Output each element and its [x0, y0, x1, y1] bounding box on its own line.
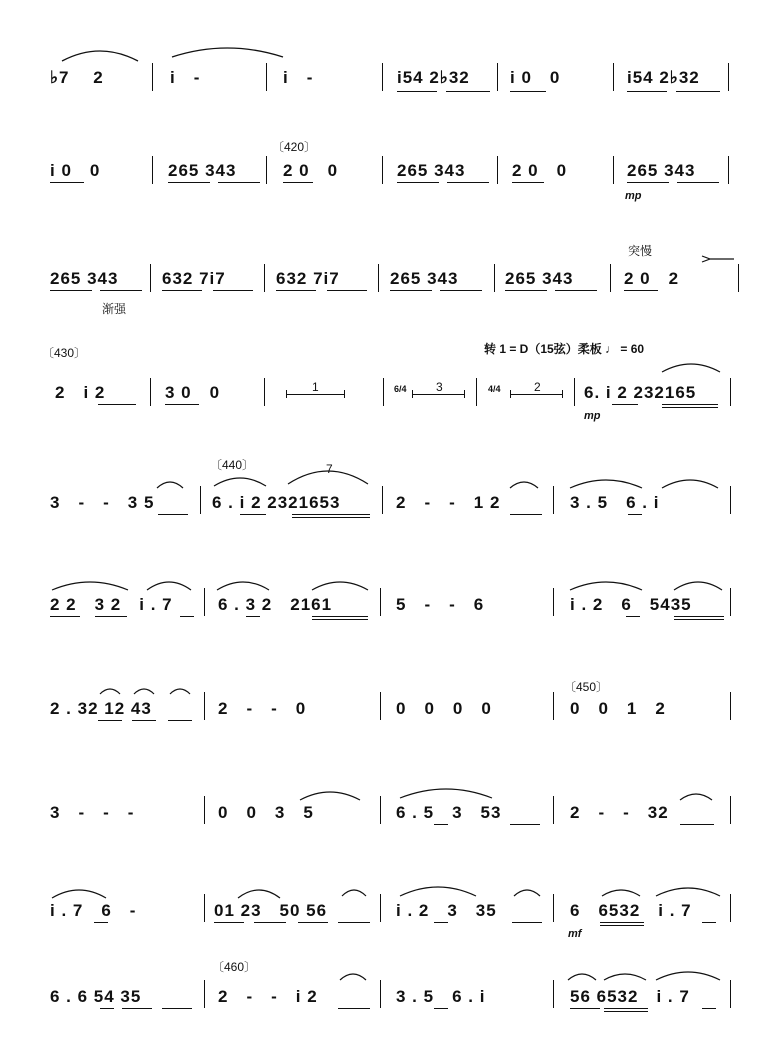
barline — [204, 796, 205, 824]
underline — [298, 922, 328, 923]
underline — [600, 922, 644, 923]
barline — [204, 692, 205, 720]
slur — [600, 886, 642, 898]
rest-count: 2 — [534, 380, 541, 394]
underline — [98, 720, 122, 721]
slur — [568, 476, 644, 490]
underline — [122, 1008, 152, 1009]
measure: 6 . 6 54 35 — [50, 987, 142, 1006]
underline — [50, 616, 80, 617]
barline — [150, 378, 151, 406]
measure: i 0 0 — [510, 68, 561, 87]
measure: 265 343 — [50, 269, 119, 288]
underline — [276, 290, 316, 291]
underline — [512, 182, 544, 183]
rehearsal-mark: 〔420〕 — [272, 140, 317, 154]
slur — [60, 47, 140, 63]
measure: 2 - - 1 2 — [396, 493, 501, 512]
staff-row-1 — [0, 45, 772, 105]
measure: ♭7 2 — [50, 68, 104, 87]
slur — [132, 686, 156, 696]
underline — [702, 922, 716, 923]
measure: i - — [170, 68, 201, 87]
slur — [512, 886, 542, 898]
barline — [497, 156, 498, 184]
underline — [98, 404, 136, 405]
barline — [553, 796, 554, 824]
measure: 6 . 3 2 2161 — [218, 595, 333, 614]
slur — [660, 476, 720, 490]
underline — [680, 824, 714, 825]
rest-end — [510, 390, 511, 398]
slur — [568, 578, 644, 592]
barline — [380, 796, 381, 824]
underline — [626, 616, 640, 617]
barline — [738, 264, 739, 292]
measure: i . 2 6 5435 — [570, 595, 692, 614]
measure: 5 - - 6 — [396, 595, 485, 614]
accent-hairpin — [700, 254, 736, 264]
barline — [204, 894, 205, 922]
underline — [312, 619, 368, 620]
rest-end — [344, 390, 345, 398]
barline — [730, 894, 731, 922]
measure: 0 0 3 5 — [218, 803, 314, 822]
slur — [654, 884, 722, 898]
measure: 3 - - - — [50, 803, 135, 822]
underline — [292, 517, 370, 518]
rest-end — [562, 390, 563, 398]
measure: 632 7i7 — [276, 269, 340, 288]
barline — [553, 588, 554, 616]
barline — [613, 63, 614, 91]
expression-text: 渐强 — [102, 302, 127, 316]
staff-row-7 — [0, 660, 772, 720]
dynamic-marking: mp — [584, 410, 601, 422]
barline — [730, 378, 731, 406]
barline — [152, 156, 153, 184]
underline — [447, 182, 489, 183]
measure: 0 0 0 0 — [396, 699, 492, 718]
slur — [310, 578, 370, 592]
underline — [338, 1008, 370, 1009]
barline — [730, 692, 731, 720]
barline — [266, 63, 267, 91]
slur — [660, 360, 722, 374]
underline — [702, 1008, 716, 1009]
time-signature: 6/4 — [394, 384, 407, 394]
barline — [378, 264, 379, 292]
slur — [50, 578, 130, 592]
barline — [728, 63, 729, 91]
barline — [382, 486, 383, 514]
measure: 265 343 — [627, 161, 696, 180]
barline — [383, 378, 384, 406]
underline — [94, 922, 108, 923]
barline — [610, 264, 611, 292]
underline — [662, 404, 718, 405]
underline — [674, 616, 724, 617]
underline — [604, 1008, 648, 1009]
barline — [152, 63, 153, 91]
barline — [382, 156, 383, 184]
underline — [555, 290, 597, 291]
underline — [676, 91, 720, 92]
barline — [730, 486, 731, 514]
measure: 2 - - 32 — [570, 803, 669, 822]
barline — [476, 378, 477, 406]
slur — [508, 478, 540, 490]
underline — [214, 922, 244, 923]
rehearsal-mark: 〔450〕 — [564, 680, 609, 694]
underline — [283, 182, 313, 183]
barline — [613, 156, 614, 184]
barline — [494, 264, 495, 292]
barline — [380, 588, 381, 616]
barline — [553, 894, 554, 922]
underline — [612, 404, 638, 405]
barline — [730, 796, 731, 824]
measure: 6 . i 2 2321653 — [212, 493, 341, 512]
multi-measure-rest — [510, 394, 562, 395]
underline — [312, 616, 368, 617]
underline — [434, 824, 448, 825]
barline — [553, 692, 554, 720]
rehearsal-mark: 〔460〕 — [212, 960, 257, 974]
time-signature: 4/4 — [488, 384, 501, 394]
underline — [397, 182, 439, 183]
slur — [340, 886, 368, 898]
rest-end — [412, 390, 413, 398]
underline — [218, 182, 260, 183]
measure: 2 - - 0 — [218, 699, 307, 718]
slur — [170, 45, 285, 59]
measure: 265 343 — [505, 269, 574, 288]
underline — [512, 922, 542, 923]
measure: 6 . 5 3 53 — [396, 803, 502, 822]
tuplet-number: 7 — [326, 462, 333, 476]
underline — [168, 182, 210, 183]
rest-end — [464, 390, 465, 398]
slur — [236, 886, 282, 900]
rehearsal-mark: 〔440〕 — [210, 458, 255, 472]
slur — [398, 784, 494, 800]
underline — [662, 407, 718, 408]
slur — [566, 970, 598, 982]
slur — [50, 886, 108, 900]
underline — [168, 720, 192, 721]
slur — [654, 968, 722, 982]
underline — [600, 925, 644, 926]
slur — [678, 790, 714, 802]
underline — [440, 290, 482, 291]
measure: 2 0 0 — [512, 161, 568, 180]
barline — [553, 980, 554, 1008]
measure: 01 23 50 56 — [214, 901, 328, 920]
rest-count: 1 — [312, 380, 319, 394]
measure: i - — [283, 68, 314, 87]
underline — [510, 824, 540, 825]
underline — [246, 616, 260, 617]
measure: 2 0 0 — [283, 161, 339, 180]
underline — [162, 1008, 192, 1009]
staff-row-4 — [0, 342, 772, 422]
measure: 632 7i7 — [162, 269, 226, 288]
underline — [132, 720, 156, 721]
measure: 3 0 0 — [165, 383, 221, 402]
barline — [264, 378, 265, 406]
underline — [327, 290, 367, 291]
barline — [380, 692, 381, 720]
rest-end — [286, 390, 287, 398]
dynamic-marking: mp — [625, 190, 642, 202]
staff-row-10 — [0, 956, 772, 1016]
slur — [98, 686, 122, 696]
slur — [338, 970, 368, 982]
slur — [168, 686, 192, 696]
barline — [382, 63, 383, 91]
underline — [397, 91, 437, 92]
barline — [380, 980, 381, 1008]
slur — [215, 578, 271, 592]
underline — [446, 91, 490, 92]
dynamic-marking: mf — [568, 928, 582, 940]
underline — [50, 182, 84, 183]
staff-row-8 — [0, 770, 772, 830]
underline — [624, 290, 658, 291]
measure: i54 2♭32 — [627, 68, 700, 87]
underline — [604, 1011, 648, 1012]
tempo-text: 突慢 — [628, 244, 653, 258]
barline — [497, 63, 498, 91]
measure: 0 0 1 2 — [570, 699, 666, 718]
underline — [180, 616, 194, 617]
slur — [212, 474, 268, 488]
underline — [570, 1008, 600, 1009]
rest-count: 3 — [436, 380, 443, 394]
slur — [672, 578, 724, 592]
staff-row-6 — [0, 560, 772, 620]
underline — [162, 290, 202, 291]
underline — [627, 182, 669, 183]
measure: 56 6532 i . 7 — [570, 987, 690, 1006]
barline — [728, 156, 729, 184]
underline — [628, 514, 642, 515]
underline — [338, 922, 370, 923]
underline — [390, 290, 432, 291]
staff-row-2 — [0, 132, 772, 202]
underline — [434, 1008, 448, 1009]
measure: 2 - - i 2 — [218, 987, 318, 1006]
underline — [674, 619, 724, 620]
measure: 265 343 — [168, 161, 237, 180]
underline — [100, 290, 142, 291]
slur — [145, 578, 193, 592]
measure: 3 . 5 6 . i — [570, 493, 660, 512]
measure: i54 2♭32 — [397, 68, 470, 87]
barline — [204, 980, 205, 1008]
underline — [627, 91, 667, 92]
multi-measure-rest — [412, 394, 464, 395]
measure: 265 343 — [390, 269, 459, 288]
multi-measure-rest — [286, 394, 344, 395]
barline — [553, 486, 554, 514]
underline — [50, 290, 92, 291]
underline — [510, 514, 542, 515]
staff-row-9 — [0, 866, 772, 940]
underline — [677, 182, 719, 183]
measure: 2 2 3 2 i . 7 — [50, 595, 173, 614]
measure: 265 343 — [397, 161, 466, 180]
slur — [602, 970, 648, 982]
measure: 6 6532 i . 7 — [570, 901, 692, 920]
underline — [165, 404, 199, 405]
underline — [95, 616, 127, 617]
barline — [266, 156, 267, 184]
barline — [380, 894, 381, 922]
key-change-text: 转 1 = D（15弦）柔板 ♩ = 60 — [484, 342, 645, 356]
underline — [434, 922, 448, 923]
barline — [200, 486, 201, 514]
slur — [155, 478, 185, 490]
measure: 3 - - 3 5 — [50, 493, 155, 512]
measure: 6. i 2 232165 — [584, 383, 697, 402]
measure: 3 . 5 6 . i — [396, 987, 486, 1006]
underline — [100, 1008, 114, 1009]
measure: i . 2 3 35 — [396, 901, 497, 920]
barline — [730, 980, 731, 1008]
measure: i . 7 6 - — [50, 901, 137, 920]
underline — [510, 91, 546, 92]
barline — [264, 264, 265, 292]
barline — [574, 378, 575, 406]
underline — [240, 514, 266, 515]
staff-row-5 — [0, 454, 772, 514]
barline — [204, 588, 205, 616]
measure: 2 0 2 — [624, 269, 680, 288]
measure: i 0 0 — [50, 161, 101, 180]
measure: 2 . 32 12 43 — [50, 699, 152, 718]
measure: 2 i 2 — [55, 383, 106, 402]
barline — [730, 588, 731, 616]
slur — [298, 788, 362, 802]
staff-row-3 — [0, 240, 772, 316]
underline — [292, 514, 370, 515]
underline — [254, 922, 286, 923]
slur — [398, 882, 478, 898]
underline — [505, 290, 547, 291]
underline — [213, 290, 253, 291]
rehearsal-mark: 〔430〕 — [42, 346, 87, 360]
underline — [158, 514, 188, 515]
barline — [150, 264, 151, 292]
